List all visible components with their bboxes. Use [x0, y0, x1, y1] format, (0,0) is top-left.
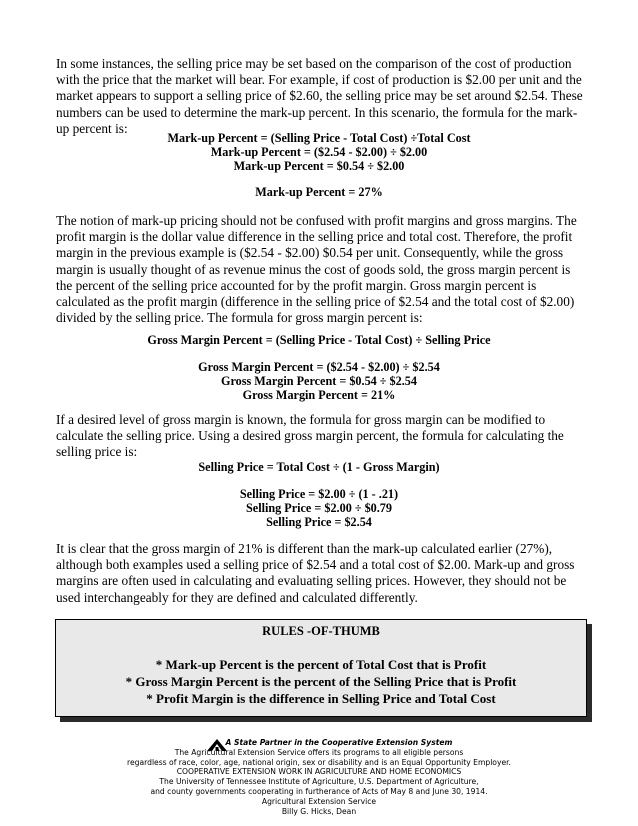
gross-margin-formula-line: Gross Margin Percent = 21%	[242, 388, 396, 403]
footer-line: COOPERATIVE EXTENSION WORK IN AGRICULTURE AND HOME ECONOMICS	[176, 767, 462, 777]
footer-line: The University of Tennessee Institute of Agriculture, U.S. Department of Agriculture,	[159, 777, 479, 787]
markup-formula-line: Mark-up Percent = (Selling Price - Total Cost) ÷Total Cost	[167, 131, 471, 145]
rule-item: * Mark-up Percent is the percent of Total Cost that is Profit	[155, 657, 487, 672]
selling-price-definition: Selling Price = Total Cost ÷ (1 - Gross Margin)	[198, 460, 440, 474]
rules-title: RULES -OF-THUMB	[262, 624, 380, 638]
markup-formula-line: Mark-up Percent = ($2.54 - $2.00) ÷ $2.00	[210, 145, 428, 160]
rules-of-thumb-box	[55, 619, 587, 717]
selling-price-formula-line: Selling Price = $2.00 ÷ (1 - .21)	[239, 487, 399, 501]
paragraph-selling-price: If a desired level of gross margin is known, the formula for gross margin can be modified to calculate the selling price. Using a desired gross margin percent, the formula for calculating the selling price is:	[56, 412, 564, 460]
markup-result: Mark-up Percent = 27%	[255, 185, 383, 199]
paragraph-margins: The notion of mark-up pricing should not be confused with profit margins and gross margins. The profit margin is the dollar value difference in the selling price and total cost. Therefore, the profit margin in the previous example is ($2.54 - $2.00) $0.54 per unit. Consequently, while the gross margin is usually thought of as revenue minus the cost of goods sold, the gross margin percent is the percent of the selling price accounted for by the profit margin. Gross margin percent is calculated as the profit margin (difference in the selling price of $2.54 and the total cost of $2.00) divided by the selling price. The formula for gross margin percent is:	[56, 213, 577, 326]
markup-formula-line: Mark-up Percent = $0.54 ÷ $2.00	[233, 159, 405, 174]
footer-partner: A State Partner in the Cooperative Extension System	[225, 738, 453, 747]
gross-margin-formula-block	[0, 360, 638, 403]
footer	[0, 738, 638, 816]
rule-item: * Gross Margin Percent is the percent of the Selling Price that is Profit	[125, 674, 517, 689]
selling-price-formula-line: Selling Price = $2.00 ÷ $0.79	[246, 501, 392, 516]
gross-margin-definition: Gross Margin Percent = (Selling Price - Total Cost) ÷ Selling Price	[147, 333, 491, 347]
selling-price-formula-block	[0, 487, 638, 530]
footer-line: Agricultural Extension Service	[261, 796, 377, 806]
footer-line: and county governments cooperating in furtherance of Acts of May 8 and June 30, 1914.	[150, 786, 488, 796]
footer-line: Billy G. Hicks, Dean	[281, 806, 357, 816]
gross-margin-formula-line: Gross Margin Percent = $0.54 ÷ $2.54	[221, 374, 417, 389]
rule-item: * Profit Margin is the difference in Selling Price and Total Cost	[146, 691, 496, 706]
rules-list	[56, 656, 586, 707]
footer-line: The Agricultural Extension Service offers its programs to all eligible persons	[174, 747, 464, 757]
footer-line: regardless of race, color, age, national origin, sex or disability and is an Equal Opportunity Employer.	[127, 757, 511, 767]
gross-margin-formula-line: Gross Margin Percent = ($2.54 - $2.00) ÷ $2.54	[198, 360, 440, 374]
paragraph-conclusion: It is clear that the gross margin of 21% is different than the mark-up calculated earlier (27%), although both examples used a selling price of $2.54 and a total cost of $2.00. Mark-up and gross margins are often used in calculating and evaluating selling prices. However, they should not be used interchangeably for they are defined and calculated differently.	[56, 541, 575, 605]
paragraph-intro: In some instances, the selling price may be set based on the comparison of the cost of production with the price that the market will bear. For example, if cost of production is $2.00 per unit and the market appears to support a selling price of $2.60, the selling price may be set around $2.54. These numbers can be used to determine the mark-up percent. In this scenario, the formula for the mark-up percent is:	[56, 56, 583, 136]
markup-formula-block	[0, 131, 638, 174]
selling-price-formula-line: Selling Price = $2.54	[266, 515, 372, 530]
